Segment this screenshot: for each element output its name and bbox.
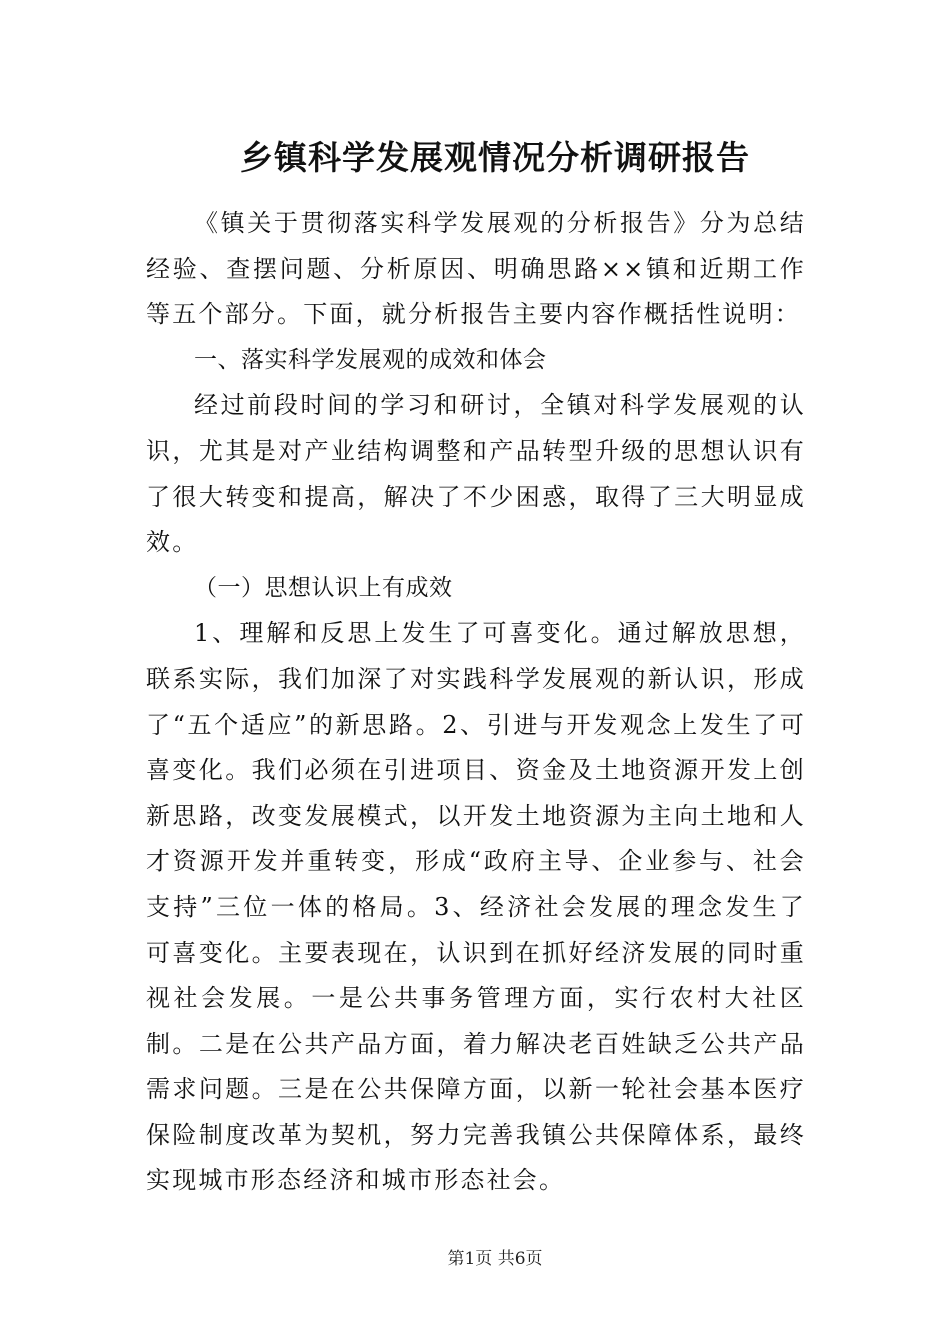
- document-title: 乡镇科学发展观情况分析调研报告: [240, 138, 750, 177]
- subsection-heading: （一）思想认识上有成效: [194, 574, 453, 601]
- intro-paragraph: 《镇关于贯彻落实科学发展观的分析报告》分为总结经验、查摆问题、分析原因、明确思路××镇和近期工作等五个部分。下面，就分析报告主要内容作概括性说明：: [146, 209, 806, 329]
- section-paragraph: 经过前段时间的学习和研讨，全镇对科学发展观的认识，尤其是对产业结构调整和产品转型升级的思想认识有了很大转变和提高，解决了不少困惑，取得了三大明显成效。: [146, 391, 806, 557]
- section-heading: 一、落实科学发展观的成效和体会: [194, 346, 547, 373]
- document-body: [146, 201, 806, 1204]
- page-number: 第1页 共6页: [447, 1249, 543, 1269]
- subsection-paragraph: 1、理解和反思上发生了可喜变化。通过解放思想，联系实际，我们加深了对实践科学发展观的新认识，形成了“五个适应”的新思路。2、引进与开发观念上发生了可喜变化。我们必须在引进项目、资金及土地资源开发上创新思路，改变发展模式，以开发土地资源为主向土地和人才资源开发并重转变，形成“政府主导、企业参与、社会支持”三位一体的格局。3、经济社会发展的理念发生了可喜变化。主要表现在，认识到在抓好经济发展的同时重视社会发展。一是公共事务管理方面，实行农村大社区制。二是在公共产品方面，着力解决老百姓缺乏公共产品需求问题。三是在公共保障方面，以新一轮社会基本医疗保险制度改革为契机，努力完善我镇公共保障体系，最终实现城市形态经济和城市形态社会。: [146, 619, 806, 1195]
